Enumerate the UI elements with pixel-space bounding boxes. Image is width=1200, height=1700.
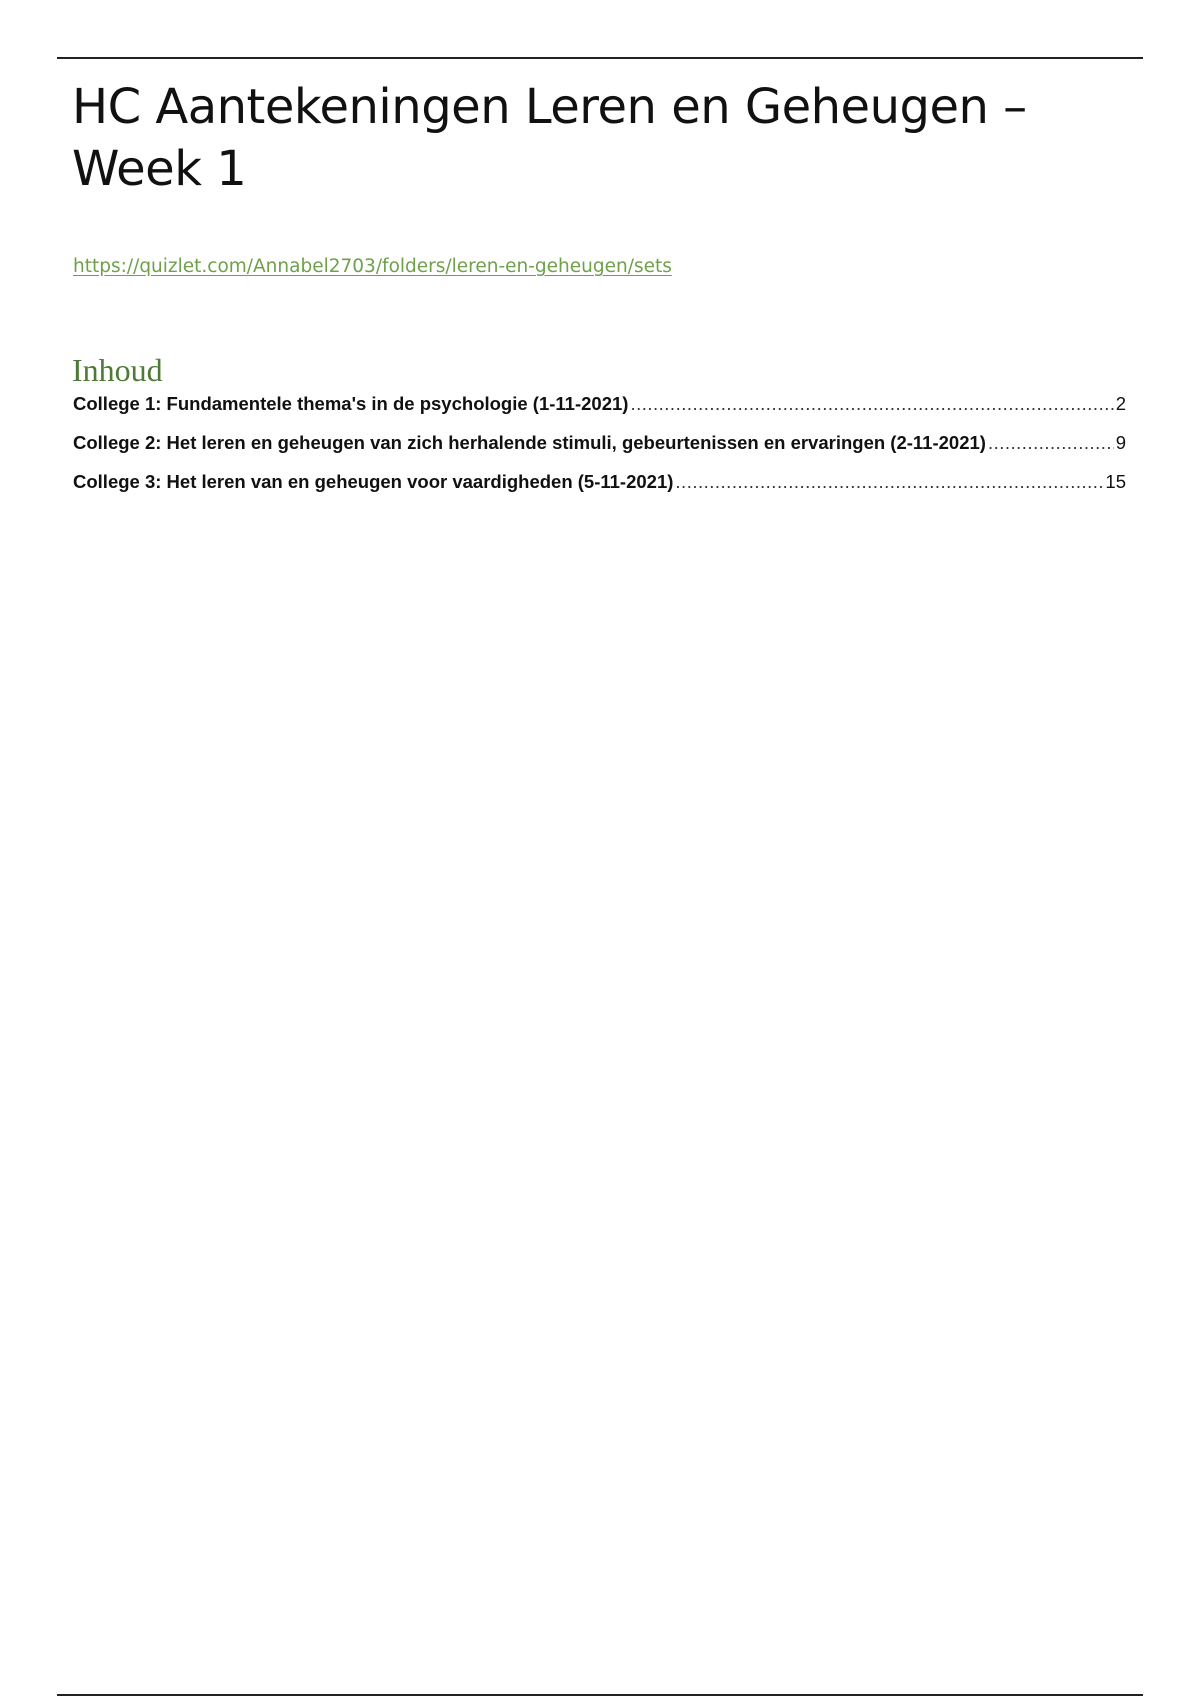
page-title: HC Aantekeningen Leren en Geheugen – Week 1 — [72, 79, 1027, 197]
toc-entry-text: College 1: Fundamentele thema's in de psychologie (1-11-2021) — [73, 393, 629, 414]
toc-entry-college-3[interactable] — [73, 471, 1126, 510]
page-header-rule — [57, 57, 1143, 59]
toc-dot-leader — [988, 432, 1114, 454]
toc-page-number: 2 — [1115, 393, 1126, 414]
table-of-contents — [73, 393, 1126, 510]
toc-heading: Inhoud — [72, 352, 163, 388]
toc-page-number: 15 — [1105, 471, 1126, 492]
toc-dot-leader — [630, 393, 1113, 415]
toc-entry-college-2[interactable] — [73, 432, 1126, 471]
toc-entry-text: College 2: Het leren en geheugen van zich herhalende stimuli, gebeurtenissen en ervaringen (2-11-2021) — [73, 432, 986, 453]
toc-entry-text: College 3: Het leren van en geheugen voor vaardigheden (5-11-2021) — [73, 471, 674, 492]
quizlet-link[interactable]: https://quizlet.com/Annabel2703/folders/leren-en-geheugen/sets — [73, 256, 672, 277]
page-footer-rule — [57, 1694, 1143, 1696]
toc-dot-leader — [675, 471, 1103, 493]
toc-entry-college-1[interactable] — [73, 393, 1126, 432]
toc-page-number: 9 — [1115, 432, 1126, 453]
